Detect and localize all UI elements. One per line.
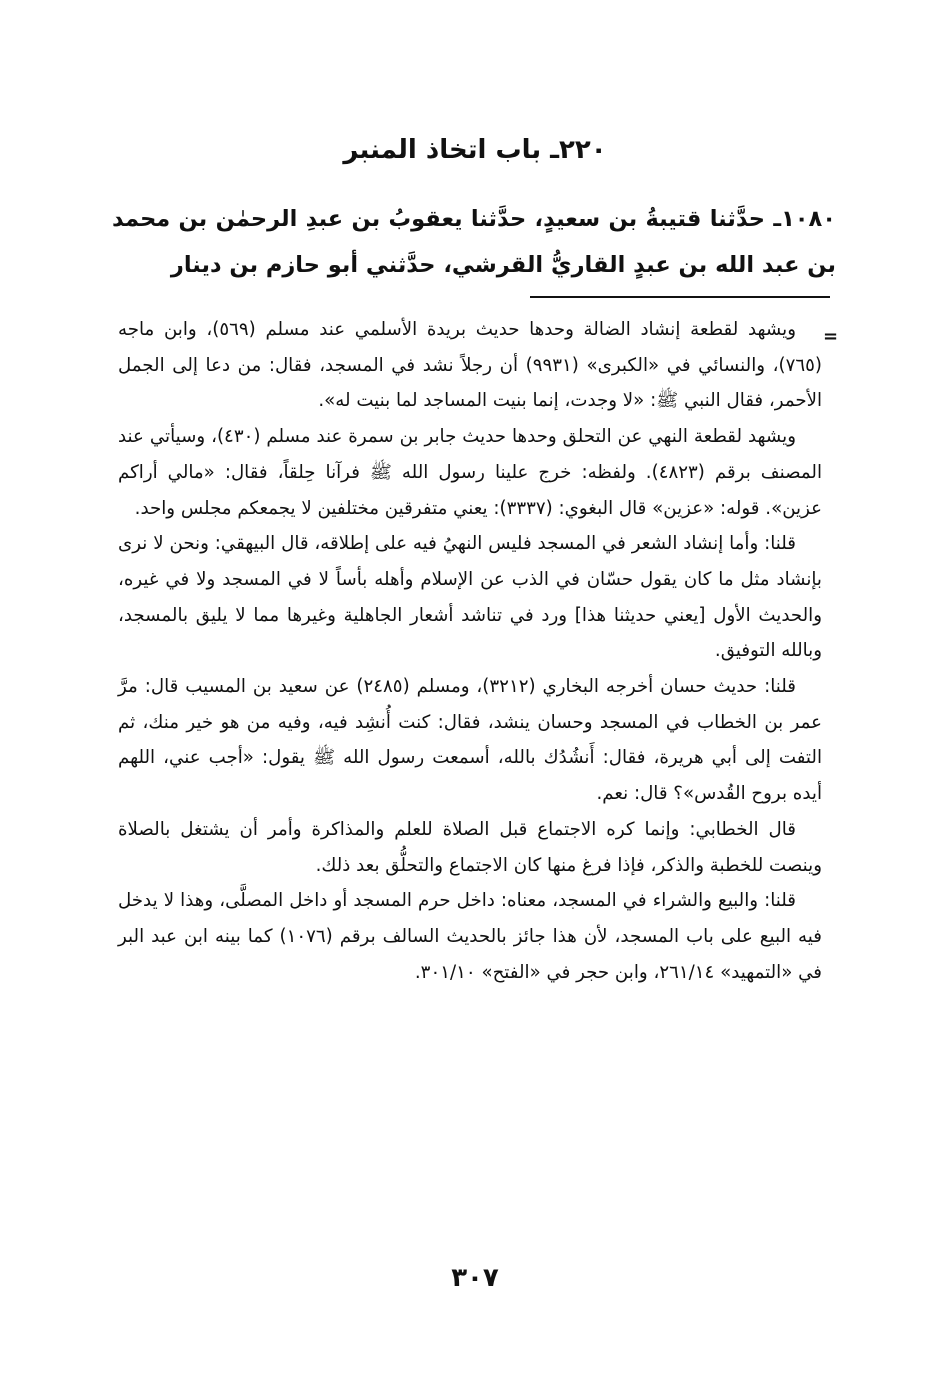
hadith-chain-text: ١٠٨٠ـ حدَّثنا قتيبةُ بن سعيدٍ، حدَّثنا يعقوبُ بن عبدِ الرحمٰن بن محمد بن عبد الله بن عبدٍ القاريُّ القرشي، حدَّثني أبو حازم بن دينار — [112, 206, 836, 278]
page-number: ٣٠٧ — [451, 1263, 499, 1293]
footnote-commentary — [118, 312, 822, 990]
footnote-paragraph: قلنا: والبيع والشراء في المسجد، معناه: داخل حرم المسجد أو داخل المصلَّى، وهذا لا يدخل فيه البيع على باب المسجد، لأن هذا جائز بالحديث السالف برقم (١٠٧٦) كما بينه ابن عبد البر في «التمهيد» ٢٦١/١٤، وابن حجر في «الفتح» ٣٠١/١٠. — [118, 890, 822, 983]
footnote-continuation-mark: = — [823, 326, 839, 347]
footnote-paragraph: ويشهد لقطعة إنشاد الضالة وحدها حديث بريدة الأسلمي عند مسلم (٥٦٩)، وابن ماجه (٧٦٥)، والنسائي في «الكبرى» (٩٩٣١) أن رجلاً نشد في المسجد، فقال: من دعا إلى الجمل الأحمر، فقال النبي ﷺ: «لا وجدت، إنما بنيت المساجد لما بنيت له». — [118, 319, 823, 412]
footnote-paragraph: ويشهد لقطعة النهي عن التحلق وحدها حديث جابر بن سمرة عند مسلم (٤٣٠)، وسيأتي عند المصنف برقم (٤٨٢٣). ولفظه: خرج علينا رسول الله ﷺ فرآنا حِلقاً، فقال: «مالي أراكم عزين». قوله: «عزين» قال البغوي: (٣٣٣٧): يعني متفرقين مختلفين لا يجمعكم مجلس واحد. — [118, 426, 823, 519]
footnote-paragraph: قلنا: حديث حسان أخرجه البخاري (٣٢١٢)، ومسلم (٢٤٨٥) عن سعيد بن المسيب قال: مرَّ عمر بن الخطاب في المسجد وحسان ينشد، فقال: كنت أُنشِد فيه، وفيه من هو خير منك، ثم التفت إلى أبي هريرة، فقال: أَنشُدُك بالله، أسمعت رسول الله ﷺ يقول: «أجب عني، اللهم أيده بروح القُدس»؟ قال: نعم. — [118, 676, 822, 805]
footnote-paragraph: قال الخطابي: وإنما كره الاجتماع قبل الصلاة للعلم والمذاكرة وأمر أن يشتغل بالصلاة وينصت للخطبة والذكر، فإذا فرغ منها كان الاجتماع والتحلُّق بعد ذلك. — [118, 818, 822, 876]
chapter-title: ٢٢٠ـ باب اتخاذ المنبر — [343, 135, 607, 165]
footnote-separator — [530, 296, 830, 298]
footnote-paragraph: قلنا: وأما إنشاد الشعر في المسجد فليس النهيُ فيه على إطلاقه، قال البيهقي: ونحن لا نرى بإنشاد مثل ما كان يقول حسّان في الذب عن الإسلام وأهله بأساً لا في المسجد ولا في غيره، والحديث الأول [يعني حديثنا هذا] ورد في تناشد أشعار الجاهلية وغيرها مما لا يليق بالمسجد، وبالله التوفيق. — [118, 533, 822, 662]
